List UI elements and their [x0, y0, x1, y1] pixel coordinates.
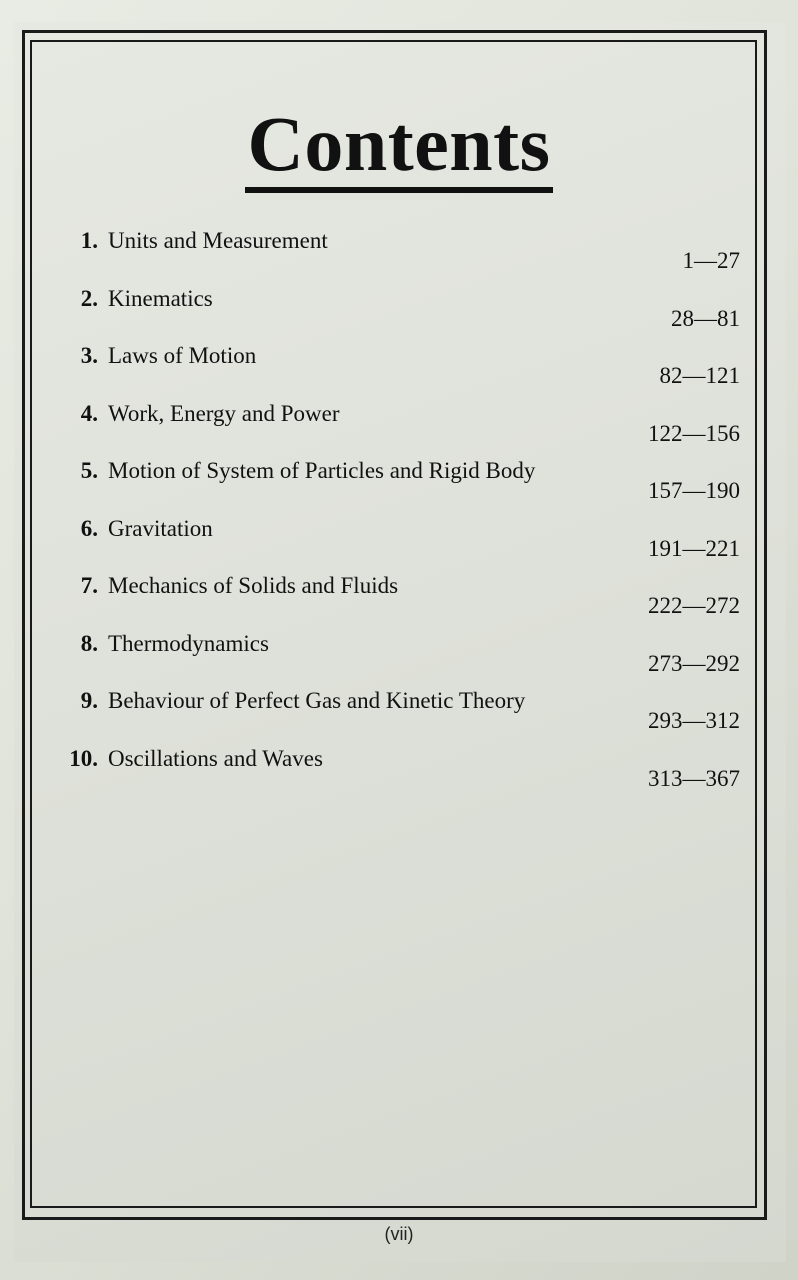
toc-entry	[60, 458, 740, 516]
toc-entry	[60, 573, 740, 631]
toc-entry-title: Laws of Motion	[108, 343, 257, 368]
toc-entry-pages: 222—272	[648, 593, 740, 618]
toc-entry	[60, 516, 740, 574]
page-title	[0, 100, 798, 193]
toc-entry	[60, 286, 740, 344]
toc-entry-pages: 313—367	[648, 765, 740, 791]
toc-entry-number: 7.	[80, 573, 98, 598]
toc-entry-pages: 122—156	[648, 420, 740, 446]
table-of-contents	[60, 228, 740, 803]
toc-entry-title: Thermodynamics	[108, 630, 269, 656]
toc-entry	[60, 228, 740, 286]
toc-entry-pages: 28—81	[671, 305, 740, 331]
toc-entry-number: 10.	[69, 745, 98, 771]
toc-entry-title: Kinematics	[108, 285, 213, 311]
toc-entry-pages: 273—292	[648, 650, 740, 676]
toc-entry-title: Gravitation	[108, 515, 213, 541]
toc-entry-pages: 82—121	[659, 363, 740, 388]
toc-entry-number: 3.	[80, 343, 98, 368]
toc-entry	[60, 631, 740, 689]
toc-entry-pages: 191—221	[648, 535, 740, 561]
page-title-text: Contents	[245, 105, 552, 193]
toc-entry	[60, 688, 740, 746]
toc-entry-number: 2.	[80, 285, 98, 311]
page-folio: (vii)	[384, 1224, 414, 1244]
toc-entry-title: Mechanics of Solids and Fluids	[108, 573, 399, 598]
toc-entry	[60, 746, 740, 804]
toc-entry-pages: 157—190	[648, 478, 740, 503]
toc-entry-number: 9.	[80, 688, 98, 713]
toc-entry-title: Oscillations and Waves	[108, 745, 323, 771]
toc-entry-number: 4.	[80, 400, 98, 426]
toc-entry-title: Units and Measurement	[108, 228, 328, 253]
toc-entry	[60, 401, 740, 459]
toc-entry-title: Motion of System of Particles and Rigid Body	[108, 458, 536, 483]
toc-entry-number: 6.	[80, 515, 98, 541]
toc-entry-number: 5.	[80, 458, 98, 483]
toc-entry-number: 8.	[80, 630, 98, 656]
toc-entry-number: 1.	[80, 228, 98, 253]
toc-entry	[60, 343, 740, 401]
toc-entry-pages: 293—312	[648, 708, 740, 733]
toc-entry-title: Behaviour of Perfect Gas and Kinetic Theory	[108, 688, 526, 713]
toc-entry-pages: 1—27	[682, 248, 740, 273]
toc-entry-title: Work, Energy and Power	[108, 400, 340, 426]
